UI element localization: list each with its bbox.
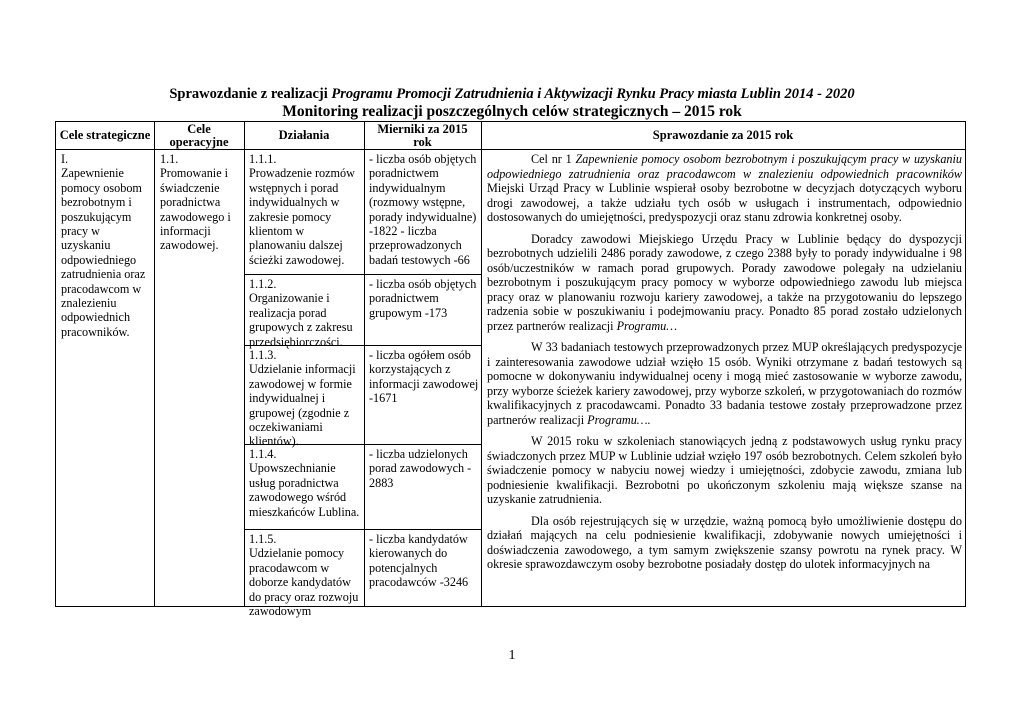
header-report: Sprawozdanie za 2015 rok [652, 128, 794, 142]
column-divider [481, 122, 482, 606]
action-number: 1.1.2. [249, 277, 277, 291]
action-number: 1.1.3. [249, 348, 277, 362]
report-paragraph: Dla osób rejestrujących się w urzędzie, ważną pomocą było umożliwienie dostępu do działań mających na celu podniesienie kwalifikacji, zdobywanie nowych umiejętności i doświadczenia zawodowego, a tym samym zwiększenie szansy powrotu na rynek pracy. W okresie sprawozdawczym osoby bezrobotne posiadały dostęp do ulotek informacyjnych na [487, 513, 962, 571]
header-indicators: Mierniki za 2015 rok [377, 121, 468, 149]
strategic-goal-text: Zapewnienie pomocy osobom bezrobotnym i poszukującym pracy w uzyskaniu odpowiedniego zatrudnienia oraz pracodawcom w znalezieniu odpowiednich pracowników. [61, 166, 146, 339]
action-number: 1.1.1. [249, 152, 277, 166]
action-item [249, 532, 363, 618]
strategic-goal-number: I. [61, 152, 69, 166]
strategic-goal [61, 152, 151, 339]
action-item [249, 348, 361, 449]
header-actions: Działania [278, 128, 330, 142]
header-strategic: Cele strategiczne [59, 128, 151, 142]
indicator-text: - liczba ogółem osób korzystających z informacji zawodowej -1671 [369, 348, 479, 406]
action-number: 1.1.5. [249, 532, 277, 546]
action-text: Upowszechnianie usług poradnictwa zawodowego wśród mieszkańców Lublina. [249, 461, 360, 519]
action-number: 1.1.4. [249, 447, 277, 461]
row-divider [244, 529, 481, 530]
column-divider [364, 122, 365, 606]
action-text: Udzielanie informacji zawodowej w formie indywidualnej i grupowej (zgodnie z oczekiwaniami klientów). [249, 362, 356, 449]
indicator-text: - liczba udzielonych porad zawodowych - 2883 [369, 447, 472, 490]
indicator-text: - liczba osób objętych poradnictwem indywidualnym (rozmowy wstępne, porady indywidualne) -1822 - liczba przeprowadzonych badań testowych -66 [369, 152, 477, 267]
report-table [55, 121, 966, 619]
document-title-line2: Monitoring realizacji poszczególnych celów strategicznych – 2015 rok [282, 103, 742, 120]
page-number: 1 [508, 648, 516, 663]
operational-goal-text: Promowanie i świadczenie poradnictwa zawodowego i informacji zawodowej. [160, 166, 231, 253]
indicator-text: - liczba osób objętych poradnictwem grupowym -173 [369, 277, 477, 320]
document-title-line1: Sprawozdanie z realizacji Programu Promocji Zatrudnienia i Aktywizacji Rynku Pracy miasta Lublin 2014 - 2020 [169, 86, 855, 102]
indicator-text: - liczba kandydatów kierowanych do potencjalnych pracodawców -3246 [369, 532, 469, 590]
action-text: Organizowanie i realizacja porad grupowych z zakresu przedsiębiorczości. [249, 291, 353, 349]
action-text: Udzielanie pomocy pracodawcom w doborze kandydatów do pracy oraz rozwoju zawodowym [249, 546, 359, 619]
action-item [249, 277, 361, 349]
column-divider [154, 122, 155, 606]
column-divider [244, 122, 245, 606]
report-paragraph: W 33 badaniach testowych przeprowadzonych przez MUP określających predyspozycje i zainteresowania zawodowe udział wzięło 15 osób. Wyniki otrzymane z badań testowych są pomocne w dokonywaniu indywidualnej oceny i mogą mieć zastosowanie w wyborze zawodu, przy wyborze ścieżek kariery zawodowej, przy wyborze szkoleń, w przygotowaniach do rozmów kwalifikacyjnych z pracodawcami. Ponadto 33 badania testowe zostały przeprowadzone przez partnerów realizacji Programu…. [487, 340, 962, 427]
report-paragraph: Doradcy zawodowi Miejskiego Urzędu Pracy w Lublinie będący do dyspozycji bezrobotnych udzielili 2486 porady zawodowe, z czego 2388 były to porady indywidualne i 98 osób/uczestników w ramach porad grupowych. Porady zawodowe polegały na udzielaniu bezrobotnym i poszukującym pracy pomocy w wyborze odpowiedniego zawodu lub miejsca pracy oraz w planowaniu rozwoju kariery zawodowej, a także na przygotowaniu do lepszego radzenia sobie w poszukiwaniu i podejmowaniu pracy. Ponadto 85 porad zostało udzielonych przez partnerów realizacji Programu… [487, 231, 962, 333]
row-divider [244, 274, 481, 275]
operational-goal-number: 1.1. [160, 152, 179, 166]
header-operational: Cele operacyjne [169, 121, 229, 149]
report-body [487, 152, 962, 579]
header-divider [56, 149, 965, 150]
action-item [249, 152, 363, 267]
action-text: Prowadzenie rozmów wstępnych i porad indywidualnych w zakresie pomocy klientom w planowaniu dalszej ścieżki zawodowej. [249, 166, 355, 267]
report-paragraph: Cel nr 1 Zapewnienie pomocy osobom bezrobotnym i poszukującym pracy w uzyskaniu odpowiedniego zatrudnienia oraz pracodawcom w znalezieniu odpowiednich pracowników Miejski Urząd Pracy w Lublinie wspierał osoby bezrobotne w decyzjach dotyczących wyboru drogi zawodowej, a także udziału tych osób w usługach i instrumentach, odpowiednio dostosowanych do umiejętności, predyspozycji oraz stanu zdrowia konkretnej osoby. [487, 152, 963, 224]
operational-goal [160, 152, 242, 253]
report-paragraph: W 2015 roku w szkoleniach stanowiących jedną z podstawowych usług rynku pracy świadczonych przez MUP w Lublinie udział wzięło 197 osób bezrobotnych. Celem szkoleń było świadczenie pomocy w nabyciu nowej wiedzy i umiejętności, zdobycie zawodu, zmiana lub podniesienie kwalifikacji. Bezrobotni po ukończonym szkoleniu mają większe szanse na uzyskanie zatrudnienia. [487, 434, 962, 506]
action-item [249, 447, 361, 519]
